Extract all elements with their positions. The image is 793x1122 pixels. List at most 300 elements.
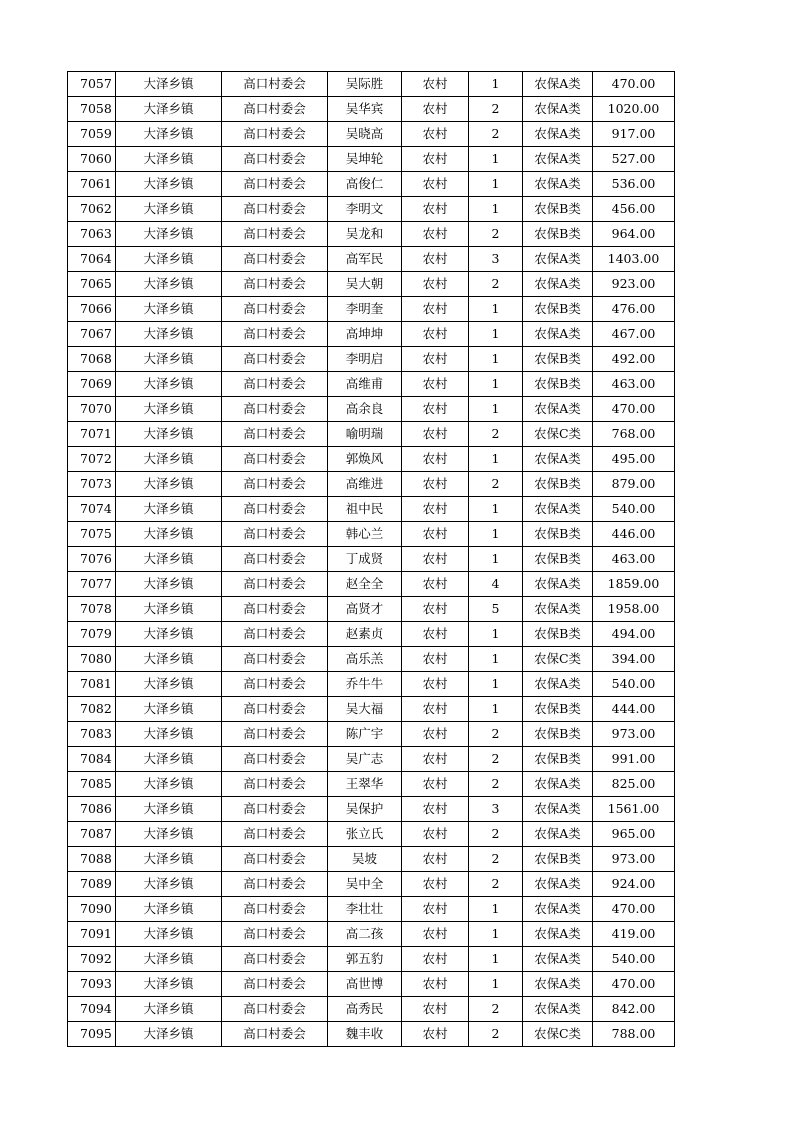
village-committee-cell: 高口村委会 [222,422,328,447]
serial-number-cell: 7067 [68,322,116,347]
area-type-cell: 农村 [402,847,469,872]
area-type-cell: 农村 [402,872,469,897]
name-cell: 李壮壮 [328,897,402,922]
table-row [68,422,675,447]
area-type-cell: 农村 [402,497,469,522]
amount-cell: 492.00 [593,347,675,372]
table-row [68,247,675,272]
insurance-category-cell: 农保B类 [523,347,593,372]
area-type-cell: 农村 [402,97,469,122]
household-size-cell: 2 [469,747,523,772]
area-type-cell: 农村 [402,172,469,197]
household-size-cell: 1 [469,447,523,472]
amount-cell: 965.00 [593,822,675,847]
insurance-category-cell: 农保B类 [523,622,593,647]
insurance-category-cell: 农保A类 [523,147,593,172]
village-committee-cell: 高口村委会 [222,547,328,572]
area-type-cell: 农村 [402,797,469,822]
serial-number-cell: 7090 [68,897,116,922]
serial-number-cell: 7091 [68,922,116,947]
area-type-cell: 农村 [402,697,469,722]
area-type-cell: 农村 [402,297,469,322]
village-committee-cell: 高口村委会 [222,772,328,797]
household-size-cell: 2 [469,272,523,297]
area-type-cell: 农村 [402,572,469,597]
insurance-category-cell: 农保B类 [523,547,593,572]
township-cell: 大泽乡镇 [116,497,222,522]
village-committee-cell: 高口村委会 [222,97,328,122]
insurance-category-cell: 农保B类 [523,297,593,322]
township-cell: 大泽乡镇 [116,797,222,822]
insurance-category-cell: 农保A类 [523,122,593,147]
area-type-cell: 农村 [402,597,469,622]
serial-number-cell: 7059 [68,122,116,147]
table-row [68,222,675,247]
village-committee-cell: 高口村委会 [222,447,328,472]
area-type-cell: 农村 [402,822,469,847]
table-row [68,172,675,197]
township-cell: 大泽乡镇 [116,722,222,747]
amount-cell: 842.00 [593,997,675,1022]
name-cell: 赵素贞 [328,622,402,647]
township-cell: 大泽乡镇 [116,922,222,947]
household-size-cell: 3 [469,247,523,272]
insurance-category-cell: 农保A类 [523,97,593,122]
village-committee-cell: 高口村委会 [222,947,328,972]
name-cell: 吴坡 [328,847,402,872]
amount-cell: 924.00 [593,872,675,897]
township-cell: 大泽乡镇 [116,947,222,972]
name-cell: 王翠华 [328,772,402,797]
amount-cell: 467.00 [593,322,675,347]
area-type-cell: 农村 [402,897,469,922]
roster-table-body [68,72,675,1047]
village-committee-cell: 高口村委会 [222,697,328,722]
area-type-cell: 农村 [402,972,469,997]
area-type-cell: 农村 [402,272,469,297]
household-size-cell: 1 [469,172,523,197]
insurance-category-cell: 农保B类 [523,722,593,747]
insurance-category-cell: 农保A类 [523,772,593,797]
township-cell: 大泽乡镇 [116,597,222,622]
township-cell: 大泽乡镇 [116,222,222,247]
table-row [68,297,675,322]
name-cell: 吴龙和 [328,222,402,247]
insurance-category-cell: 农保B类 [523,472,593,497]
serial-number-cell: 7057 [68,72,116,97]
table-row [68,972,675,997]
village-committee-cell: 高口村委会 [222,222,328,247]
insurance-category-cell: 农保A类 [523,797,593,822]
name-cell: 吴坤轮 [328,147,402,172]
serial-number-cell: 7074 [68,497,116,522]
household-size-cell: 2 [469,872,523,897]
amount-cell: 768.00 [593,422,675,447]
amount-cell: 470.00 [593,972,675,997]
amount-cell: 456.00 [593,197,675,222]
household-size-cell: 1 [469,522,523,547]
serial-number-cell: 7093 [68,972,116,997]
area-type-cell: 农村 [402,422,469,447]
household-size-cell: 2 [469,822,523,847]
serial-number-cell: 7085 [68,772,116,797]
village-committee-cell: 高口村委会 [222,472,328,497]
name-cell: 李明启 [328,347,402,372]
name-cell: 喻明瑞 [328,422,402,447]
table-row [68,922,675,947]
name-cell: 吴晓高 [328,122,402,147]
amount-cell: 1020.00 [593,97,675,122]
name-cell: 郭焕风 [328,447,402,472]
household-size-cell: 1 [469,322,523,347]
serial-number-cell: 7087 [68,822,116,847]
serial-number-cell: 7063 [68,222,116,247]
table-row [68,122,675,147]
amount-cell: 470.00 [593,897,675,922]
township-cell: 大泽乡镇 [116,622,222,647]
insurance-category-cell: 农保A类 [523,897,593,922]
household-size-cell: 2 [469,97,523,122]
amount-cell: 444.00 [593,697,675,722]
amount-cell: 1859.00 [593,572,675,597]
amount-cell: 463.00 [593,547,675,572]
amount-cell: 879.00 [593,472,675,497]
township-cell: 大泽乡镇 [116,672,222,697]
amount-cell: 964.00 [593,222,675,247]
serial-number-cell: 7070 [68,397,116,422]
household-size-cell: 1 [469,647,523,672]
household-size-cell: 4 [469,572,523,597]
serial-number-cell: 7081 [68,672,116,697]
insurance-category-cell: 农保A类 [523,972,593,997]
table-row [68,797,675,822]
name-cell: 丁成贤 [328,547,402,572]
village-committee-cell: 高口村委会 [222,822,328,847]
area-type-cell: 农村 [402,472,469,497]
table-row [68,197,675,222]
amount-cell: 540.00 [593,497,675,522]
village-committee-cell: 高口村委会 [222,672,328,697]
household-size-cell: 1 [469,547,523,572]
area-type-cell: 农村 [402,997,469,1022]
insurance-category-cell: 农保A类 [523,172,593,197]
amount-cell: 973.00 [593,847,675,872]
household-size-cell: 2 [469,472,523,497]
village-committee-cell: 高口村委会 [222,597,328,622]
name-cell: 高贤才 [328,597,402,622]
township-cell: 大泽乡镇 [116,97,222,122]
township-cell: 大泽乡镇 [116,847,222,872]
amount-cell: 446.00 [593,522,675,547]
township-cell: 大泽乡镇 [116,147,222,172]
township-cell: 大泽乡镇 [116,822,222,847]
area-type-cell: 农村 [402,372,469,397]
village-committee-cell: 高口村委会 [222,897,328,922]
name-cell: 吴中全 [328,872,402,897]
village-committee-cell: 高口村委会 [222,722,328,747]
table-row [68,622,675,647]
name-cell: 高坤坤 [328,322,402,347]
table-row [68,147,675,172]
serial-number-cell: 7083 [68,722,116,747]
area-type-cell: 农村 [402,672,469,697]
insurance-category-cell: 农保C类 [523,422,593,447]
amount-cell: 1561.00 [593,797,675,822]
village-committee-cell: 高口村委会 [222,872,328,897]
township-cell: 大泽乡镇 [116,272,222,297]
area-type-cell: 农村 [402,447,469,472]
township-cell: 大泽乡镇 [116,697,222,722]
area-type-cell: 农村 [402,247,469,272]
village-committee-cell: 高口村委会 [222,622,328,647]
insurance-category-cell: 农保A类 [523,447,593,472]
village-committee-cell: 高口村委会 [222,497,328,522]
insurance-category-cell: 农保A类 [523,272,593,297]
name-cell: 乔牛牛 [328,672,402,697]
table-row [68,697,675,722]
insurance-category-cell: 农保A类 [523,497,593,522]
area-type-cell: 农村 [402,397,469,422]
table-row [68,572,675,597]
name-cell: 陈广宇 [328,722,402,747]
village-committee-cell: 高口村委会 [222,122,328,147]
insurance-category-cell: 农保A类 [523,572,593,597]
township-cell: 大泽乡镇 [116,72,222,97]
name-cell: 高乐羔 [328,647,402,672]
table-row [68,522,675,547]
village-committee-cell: 高口村委会 [222,322,328,347]
area-type-cell: 农村 [402,547,469,572]
amount-cell: 470.00 [593,397,675,422]
insurance-category-cell: 农保A类 [523,947,593,972]
name-cell: 高世博 [328,972,402,997]
amount-cell: 923.00 [593,272,675,297]
table-row [68,372,675,397]
table-row [68,97,675,122]
serial-number-cell: 7064 [68,247,116,272]
name-cell: 高维进 [328,472,402,497]
township-cell: 大泽乡镇 [116,972,222,997]
insurance-category-cell: 农保B类 [523,222,593,247]
household-size-cell: 3 [469,797,523,822]
table-row [68,872,675,897]
table-row [68,672,675,697]
amount-cell: 825.00 [593,772,675,797]
serial-number-cell: 7092 [68,947,116,972]
area-type-cell: 农村 [402,622,469,647]
serial-number-cell: 7061 [68,172,116,197]
household-size-cell: 1 [469,72,523,97]
table-row [68,997,675,1022]
name-cell: 高维甫 [328,372,402,397]
serial-number-cell: 7086 [68,797,116,822]
household-size-cell: 2 [469,422,523,447]
township-cell: 大泽乡镇 [116,472,222,497]
household-size-cell: 2 [469,122,523,147]
name-cell: 张立氏 [328,822,402,847]
insurance-category-cell: 农保A类 [523,72,593,97]
village-committee-cell: 高口村委会 [222,647,328,672]
table-row [68,597,675,622]
village-committee-cell: 高口村委会 [222,147,328,172]
village-committee-cell: 高口村委会 [222,172,328,197]
household-size-cell: 2 [469,722,523,747]
township-cell: 大泽乡镇 [116,647,222,672]
name-cell: 李明奎 [328,297,402,322]
amount-cell: 419.00 [593,922,675,947]
township-cell: 大泽乡镇 [116,772,222,797]
table-row [68,772,675,797]
village-committee-cell: 高口村委会 [222,197,328,222]
table-row [68,447,675,472]
name-cell: 郭五豹 [328,947,402,972]
name-cell: 高二孩 [328,922,402,947]
township-cell: 大泽乡镇 [116,297,222,322]
township-cell: 大泽乡镇 [116,347,222,372]
insurance-category-cell: 农保B类 [523,847,593,872]
household-size-cell: 1 [469,672,523,697]
area-type-cell: 农村 [402,147,469,172]
table-row [68,1022,675,1047]
household-size-cell: 1 [469,697,523,722]
table-row [68,847,675,872]
village-committee-cell: 高口村委会 [222,747,328,772]
household-size-cell: 1 [469,297,523,322]
village-committee-cell: 高口村委会 [222,522,328,547]
village-committee-cell: 高口村委会 [222,797,328,822]
serial-number-cell: 7095 [68,1022,116,1047]
area-type-cell: 农村 [402,747,469,772]
area-type-cell: 农村 [402,322,469,347]
village-committee-cell: 高口村委会 [222,297,328,322]
amount-cell: 540.00 [593,947,675,972]
insurance-category-cell: 农保C类 [523,1022,593,1047]
village-committee-cell: 高口村委会 [222,997,328,1022]
serial-number-cell: 7068 [68,347,116,372]
table-row [68,647,675,672]
insurance-category-cell: 农保B类 [523,697,593,722]
household-size-cell: 1 [469,622,523,647]
name-cell: 吴保护 [328,797,402,822]
household-size-cell: 1 [469,972,523,997]
township-cell: 大泽乡镇 [116,997,222,1022]
area-type-cell: 农村 [402,922,469,947]
insurance-category-cell: 农保B类 [523,372,593,397]
name-cell: 吴大朝 [328,272,402,297]
township-cell: 大泽乡镇 [116,122,222,147]
area-type-cell: 农村 [402,522,469,547]
name-cell: 高秀民 [328,997,402,1022]
village-committee-cell: 高口村委会 [222,397,328,422]
name-cell: 李明文 [328,197,402,222]
household-size-cell: 2 [469,772,523,797]
household-size-cell: 1 [469,197,523,222]
insurance-category-cell: 农保B类 [523,197,593,222]
name-cell: 吴大福 [328,697,402,722]
name-cell: 吴际胜 [328,72,402,97]
serial-number-cell: 7082 [68,697,116,722]
village-committee-cell: 高口村委会 [222,347,328,372]
insurance-category-cell: 农保B类 [523,522,593,547]
name-cell: 祖中民 [328,497,402,522]
amount-cell: 476.00 [593,297,675,322]
village-committee-cell: 高口村委会 [222,372,328,397]
table-row [68,322,675,347]
household-size-cell: 1 [469,347,523,372]
table-row [68,822,675,847]
table-row [68,347,675,372]
insurance-category-cell: 农保A类 [523,322,593,347]
serial-number-cell: 7066 [68,297,116,322]
area-type-cell: 农村 [402,197,469,222]
insurance-category-cell: 农保C类 [523,647,593,672]
insurance-category-cell: 农保A类 [523,597,593,622]
township-cell: 大泽乡镇 [116,747,222,772]
household-size-cell: 1 [469,497,523,522]
serial-number-cell: 7088 [68,847,116,872]
amount-cell: 1403.00 [593,247,675,272]
township-cell: 大泽乡镇 [116,247,222,272]
serial-number-cell: 7079 [68,622,116,647]
serial-number-cell: 7076 [68,547,116,572]
amount-cell: 394.00 [593,647,675,672]
amount-cell: 494.00 [593,622,675,647]
amount-cell: 470.00 [593,72,675,97]
township-cell: 大泽乡镇 [116,872,222,897]
village-committee-cell: 高口村委会 [222,972,328,997]
area-type-cell: 农村 [402,722,469,747]
name-cell: 高余良 [328,397,402,422]
serial-number-cell: 7094 [68,997,116,1022]
name-cell: 赵全全 [328,572,402,597]
insurance-category-cell: 农保A类 [523,247,593,272]
table-row [68,947,675,972]
serial-number-cell: 7089 [68,872,116,897]
township-cell: 大泽乡镇 [116,522,222,547]
village-committee-cell: 高口村委会 [222,572,328,597]
serial-number-cell: 7080 [68,647,116,672]
township-cell: 大泽乡镇 [116,897,222,922]
village-committee-cell: 高口村委会 [222,1022,328,1047]
serial-number-cell: 7071 [68,422,116,447]
township-cell: 大泽乡镇 [116,422,222,447]
township-cell: 大泽乡镇 [116,572,222,597]
name-cell: 韩心兰 [328,522,402,547]
township-cell: 大泽乡镇 [116,322,222,347]
name-cell: 吴华宾 [328,97,402,122]
area-type-cell: 农村 [402,347,469,372]
table-row [68,722,675,747]
amount-cell: 540.00 [593,672,675,697]
household-size-cell: 5 [469,597,523,622]
household-size-cell: 2 [469,847,523,872]
household-size-cell: 1 [469,922,523,947]
area-type-cell: 农村 [402,72,469,97]
serial-number-cell: 7077 [68,572,116,597]
serial-number-cell: 7058 [68,97,116,122]
household-size-cell: 1 [469,397,523,422]
serial-number-cell: 7060 [68,147,116,172]
table-row [68,897,675,922]
insurance-category-cell: 农保A类 [523,822,593,847]
amount-cell: 463.00 [593,372,675,397]
amount-cell: 527.00 [593,147,675,172]
amount-cell: 495.00 [593,447,675,472]
village-committee-cell: 高口村委会 [222,72,328,97]
amount-cell: 991.00 [593,747,675,772]
table-row [68,747,675,772]
amount-cell: 536.00 [593,172,675,197]
